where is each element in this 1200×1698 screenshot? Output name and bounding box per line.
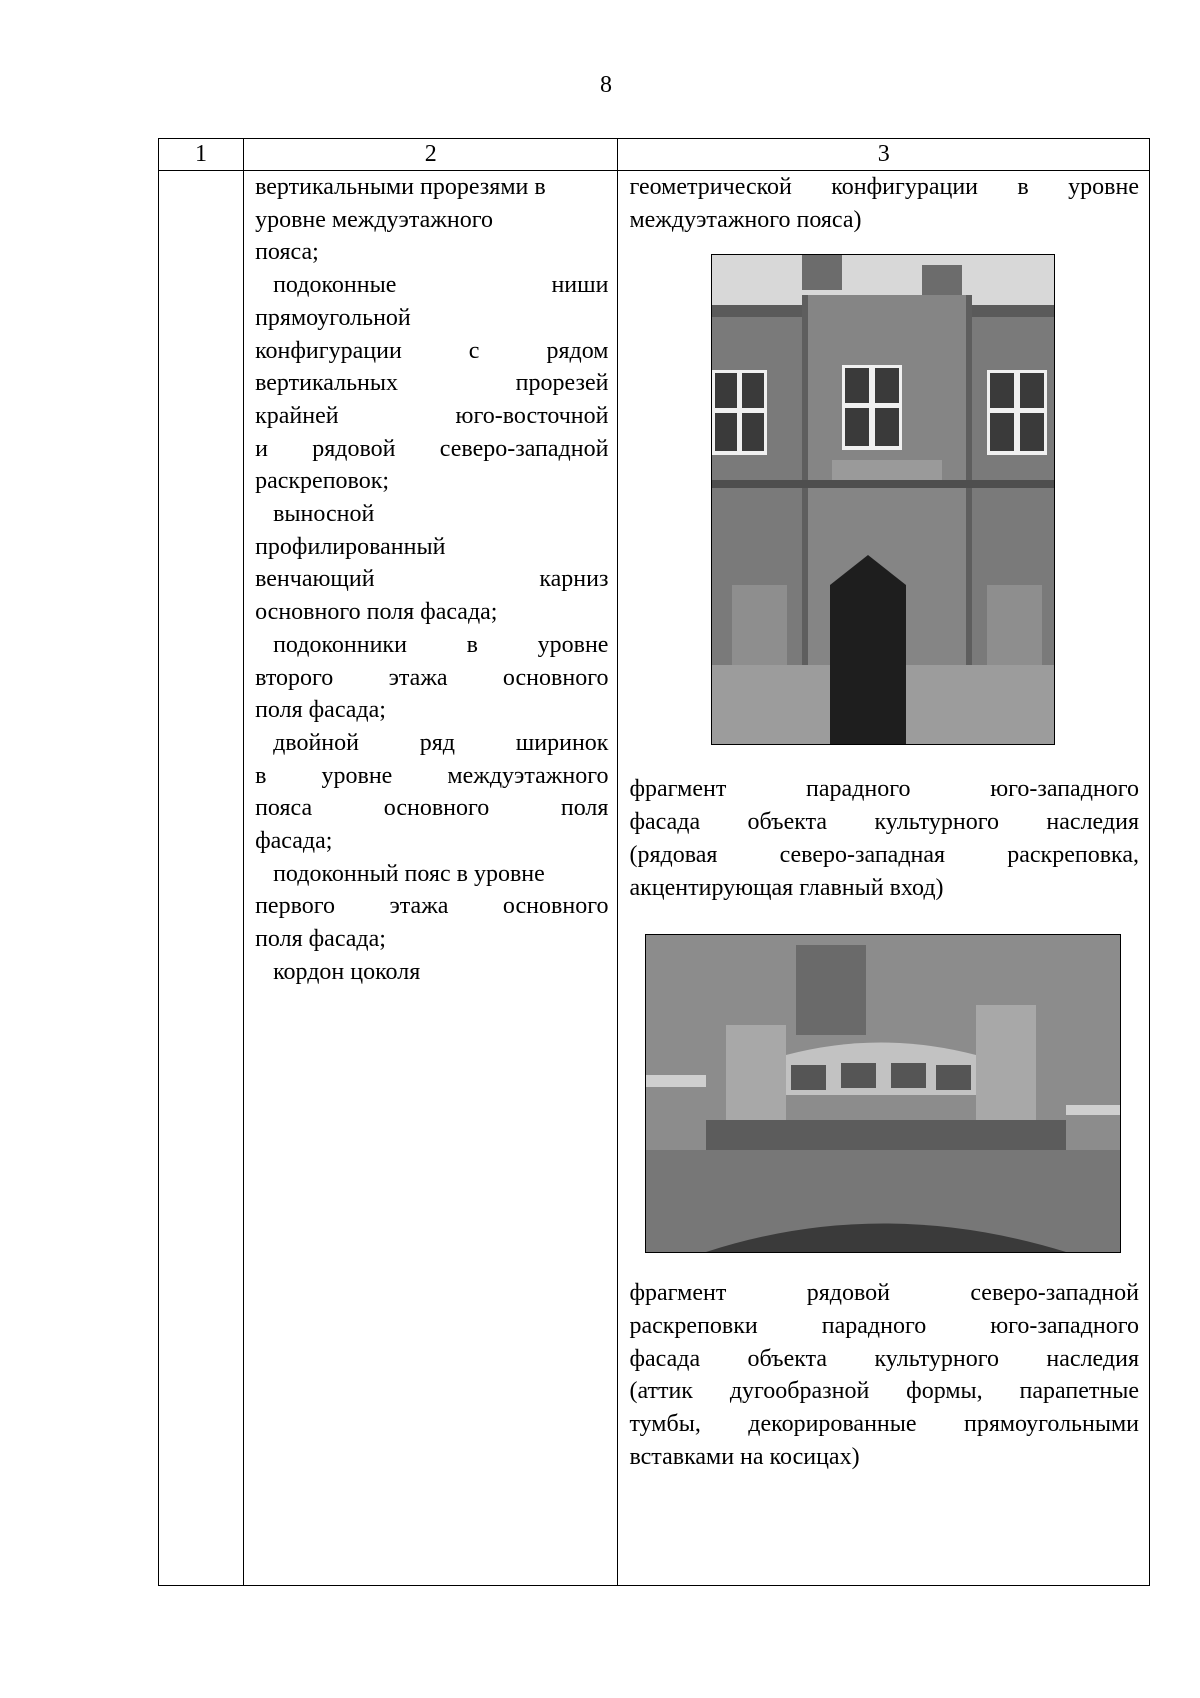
caption2-line: раскреповки парадного юго-западного: [629, 1312, 1139, 1339]
col2-line: поля фасада;: [255, 697, 386, 724]
col2-line: крайней юго-восточной: [255, 402, 609, 429]
col2-line: в уровне междуэтажного: [255, 762, 609, 789]
col3-intro-line: междуэтажного пояса): [629, 206, 862, 233]
caption2-line: фрагмент рядовой северо-западной: [629, 1280, 1139, 1307]
col2-line: и рядовой северо-западной: [255, 435, 609, 462]
page-number: 8: [600, 72, 612, 98]
col2-line: пояса основного поля: [255, 795, 609, 822]
col2-line: первого этажа основного: [255, 893, 609, 920]
col2-line: фасада;: [255, 828, 333, 855]
header-col-2: 2: [244, 139, 618, 171]
facade-entrance-photo: [711, 254, 1055, 745]
col2-line: кордон цоколя: [273, 958, 421, 985]
col3-cell: [618, 171, 1150, 1586]
col2-line: второго этажа основного: [255, 664, 609, 691]
col2-line: венчающий карниз: [255, 566, 609, 593]
table-body-row: [159, 171, 1150, 1586]
col2-line: основного поля фасада;: [255, 599, 498, 626]
caption1-line: (рядовая северо-западная раскреповка,: [629, 841, 1139, 868]
col2-cell: [244, 171, 618, 1586]
caption2-line: тумбы, декорированные прямоугольными: [629, 1411, 1139, 1438]
header-col-1: 1: [159, 139, 244, 171]
col2-line: прямоугольной: [255, 304, 411, 331]
col2-line: подоконные ниши: [273, 272, 609, 299]
col2-line: подоконники в уровне: [273, 631, 609, 658]
col2-line: двойной ряд ширинок: [273, 729, 609, 756]
col2-line: пояса;: [255, 239, 319, 266]
col2-line: конфигурации с рядом: [255, 337, 609, 364]
col2-line: поля фасада;: [255, 926, 386, 953]
col2-line: вертикальными прорезями в: [255, 174, 546, 200]
caption2-line: фасада объекта культурного наследия: [629, 1345, 1139, 1372]
col2-line: выносной: [273, 501, 375, 528]
header-col-3: 3: [618, 139, 1150, 171]
caption2-line: (аттик дугообразной формы, парапетные: [629, 1378, 1139, 1405]
col1-cell: [159, 171, 244, 1586]
caption1-line: фрагмент парадного юго-западного: [629, 776, 1139, 803]
col2-line: профилированный: [255, 533, 446, 560]
caption2-line: вставками на косицах): [629, 1443, 860, 1470]
col2-line: уровне междуэтажного: [255, 206, 493, 233]
col2-line: раскреповок;: [255, 468, 390, 495]
col2-line: подоконный пояс в уровне: [273, 860, 545, 887]
col3-intro-line: геометрической конфигурации в уровне: [629, 174, 1139, 200]
content-table: [158, 138, 1150, 1586]
attic-parapet-photo: [645, 934, 1121, 1253]
table-header-row: [159, 139, 1150, 171]
col2-line: вертикальных прорезей: [255, 370, 609, 397]
caption1-line: акцентирующая главный вход): [629, 874, 944, 901]
caption1-line: фасада объекта культурного наследия: [629, 809, 1139, 836]
